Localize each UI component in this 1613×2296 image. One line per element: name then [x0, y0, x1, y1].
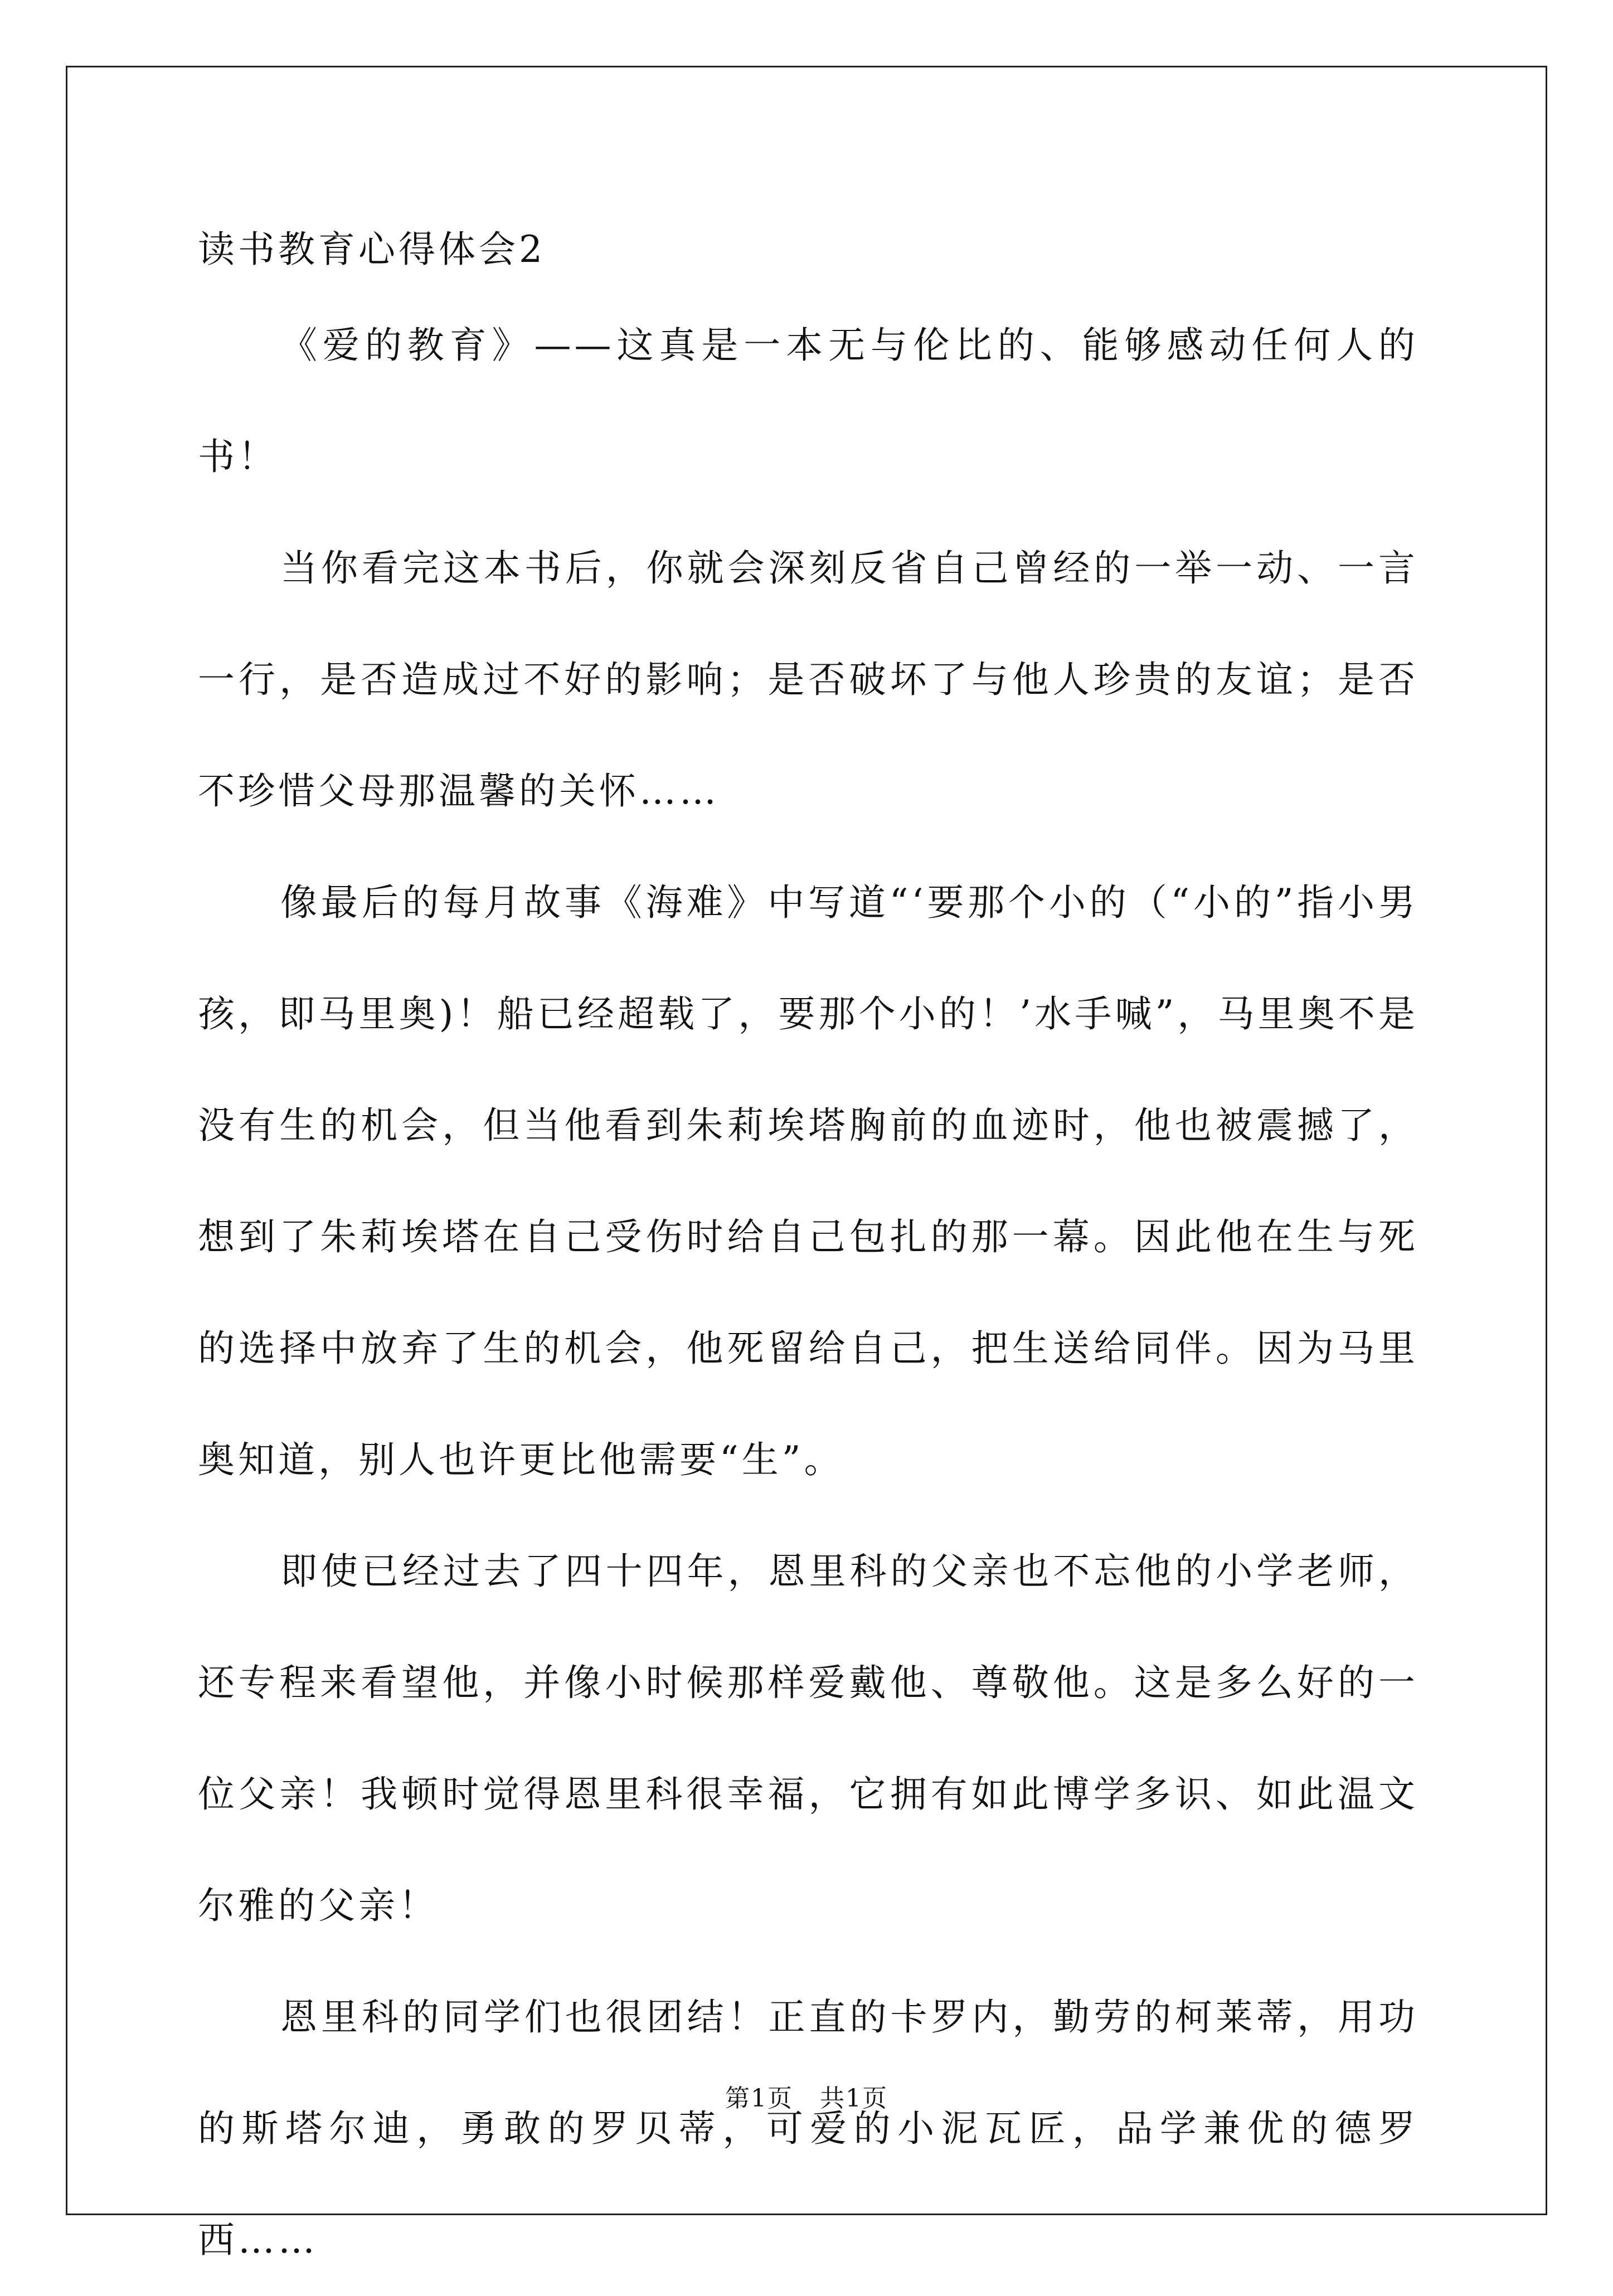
paragraph-3: 像最后的每月故事《海难》中写道“‘要那个小的（“小的”指小男孩，即马里奥)！船已经超载了，要那个小的！’水手喊”，马里奥不是没有生的机会，但当他看到朱莉埃塔胸前的血迹时，他也被震撼了，想到了朱莉埃塔在自己受伤时给自己包扎的那一幕。因此他在生与死的选择中放弃了生的机会，他死留给自己，把生送给同伴。因为马里奥知道，别人也许更比他需要“生”。: [198, 881, 1418, 1481]
paragraph-2: 当你看完这本书后，你就会深刻反省自己曾经的一举一动、一言一行，是否造成过不好的影响；是否破坏了与他人珍贵的友谊；是否不珍惜父母那温馨的关怀……: [198, 547, 1418, 813]
paragraph-1: 《爱的教育》——这真是一本无与伦比的、能够感动任何人的书！: [198, 324, 1418, 478]
paragraph-4: 即使已经过去了四十四年，恩里科的父亲也不忘他的小学老师，还专程来看望他，并像小时候那样爱戴他、尊敬他。这是多么好的一位父亲！我顿时觉得恩里科很幸福，它拥有如此博学多识、如此温文尔雅的父亲！: [198, 1550, 1418, 1927]
paragraph-5: 恩里科的同学们也很团结！正直的卡罗内，勤劳的柯莱蒂，用功的斯塔尔迪，勇敢的罗贝蒂，可爱的小泥瓦匠，品学兼优的德罗西……: [198, 1996, 1418, 2261]
document-title: 读书教育心得体会2: [198, 228, 546, 271]
document-body: [198, 216, 1418, 2296]
page-footer: 第1页 共1页: [725, 2084, 888, 2113]
